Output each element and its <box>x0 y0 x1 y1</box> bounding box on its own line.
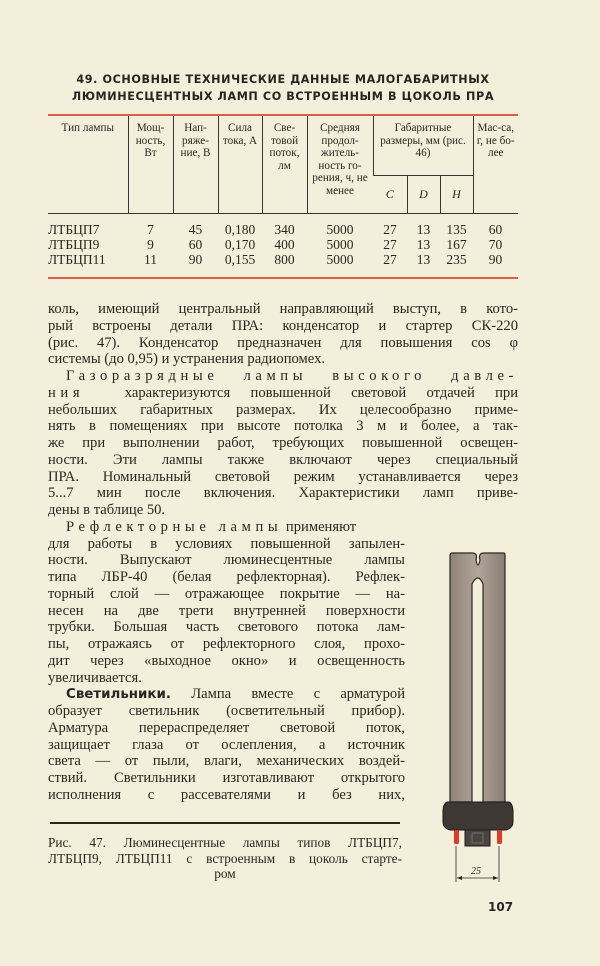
header-power: Мощ-ность, Вт <box>128 116 173 214</box>
text-line: коль, имеющий центральный направляющий выступ, в кото- <box>48 301 518 317</box>
cell-flux: 400 <box>274 237 295 252</box>
cell-mass: 60 <box>488 222 503 237</box>
bold-term: Светильники. <box>66 687 171 703</box>
header-type: Тип лампы <box>61 122 114 134</box>
cell-mass: 70 <box>488 237 503 252</box>
text-line: торный слой — отражающее покрытие — на- <box>48 585 405 602</box>
lamp-illustration <box>430 540 530 890</box>
cell-voltage: 45 <box>188 222 203 237</box>
cell-voltage: 90 <box>188 252 203 267</box>
table-title <box>48 71 518 105</box>
page-number: 107 <box>488 900 514 914</box>
paragraph-1 <box>48 301 518 368</box>
header-dim-h: H <box>440 176 473 214</box>
table-title-line: ЛЮМИНЕСЦЕНТНЫХ ЛАМП СО ВСТРОЕННЫМ В ЦОКОЛЬ ПРА <box>71 90 495 103</box>
table-bottom-rule <box>48 277 518 279</box>
cell-flux: 800 <box>274 252 295 267</box>
spaced-term-end: ния <box>48 384 85 401</box>
header-dimensions: Габаритные размеры, мм (рис. 46) <box>373 116 473 176</box>
spaced-term: Газоразрядные лампы высокого давле- <box>66 368 518 384</box>
cell-h: 167 <box>446 237 467 252</box>
text-line-rest: Лампа вместе с арматурой <box>191 686 406 703</box>
text-line: ствий. Светильники изготавливают открытого <box>48 770 405 786</box>
cell-type: ЛТБЦП11 <box>48 252 106 267</box>
paragraph-2 <box>48 368 518 519</box>
header-flux: Све-товой поток, лм <box>262 116 307 214</box>
text-line <box>48 519 405 536</box>
text-line: типа ЛБР-40 (белая рефлекторная). Рефлек- <box>48 569 405 585</box>
cell-c: 27 <box>383 252 397 267</box>
header-life: Средняя продол-житель-ность го-рения, ч, не менее <box>307 116 373 214</box>
text-line <box>48 385 518 402</box>
cell-power: 11 <box>144 252 157 267</box>
text-line: нять в помещениях при высоте потолка 3 м и более, а так- <box>48 418 518 435</box>
text-line: трубки. Большая часть светового потока лам- <box>48 619 405 636</box>
text-line: для работы в условиях повышенной запылен- <box>48 535 405 552</box>
header-current: Сила тока, А <box>218 116 262 214</box>
text-line: увеличивается. <box>48 669 142 686</box>
specs-table <box>48 116 518 267</box>
cell-life: 5000 <box>326 222 354 237</box>
cell-flux: 340 <box>274 222 295 237</box>
spaced-term: Рефлекторные лампы <box>66 518 283 535</box>
cell-c: 27 <box>383 237 397 252</box>
text-line: системы (до 0,95) и устранения радиопомех. <box>48 351 326 368</box>
text-line-rest: применяют <box>285 518 357 535</box>
text-line-rest: характеризуются повышенной световой отдачей при <box>124 384 519 401</box>
lamp-pin-right <box>497 830 502 844</box>
lamp-tube <box>450 553 505 802</box>
cell-power: 9 <box>147 237 154 252</box>
cell-type: ЛТБЦП7 <box>48 222 100 237</box>
cell-d: 13 <box>416 237 431 252</box>
text-line: ности. Выпускают люминесцентные лампы <box>48 552 405 569</box>
table-row <box>48 214 518 238</box>
header-dim-c: C <box>373 176 407 214</box>
lamp-stem <box>465 830 490 846</box>
text-line: Арматура перераспределяет световой поток, <box>48 719 405 736</box>
cell-h: 235 <box>446 252 467 267</box>
text-line: пы, отражаясь от рефлекторного слоя, прохо- <box>48 636 405 652</box>
text-line: 5...7 мин после включения. Характеристики ламп приве- <box>48 485 518 502</box>
header-voltage: Нап-ряже-ние, В <box>173 116 218 214</box>
table-row <box>48 237 518 252</box>
header-dim-d: D <box>407 176 440 214</box>
cell-power: 7 <box>147 222 154 237</box>
cell-d: 13 <box>416 222 431 237</box>
caption-rule <box>50 822 400 824</box>
cell-current: 0,180 <box>224 222 256 237</box>
cell-c: 27 <box>383 222 397 237</box>
lamp-base <box>443 802 513 830</box>
cell-d: 13 <box>416 252 431 267</box>
table-row <box>48 252 518 267</box>
text-line: дены в таблице 50. <box>48 502 166 518</box>
cell-current: 0,170 <box>224 237 256 252</box>
text-line: образует светильник (осветительный прибор). <box>48 703 405 719</box>
text-line <box>48 686 405 703</box>
dimension-label: 25 <box>471 866 481 877</box>
cell-voltage: 60 <box>188 237 203 252</box>
text-line: исполнения с рассевателями и без них, <box>48 786 405 803</box>
text-line: (рис. 47). Конденсатор предназначен для повышения cos φ <box>48 334 518 351</box>
cell-mass: 90 <box>488 252 503 267</box>
text-line: ности. Эти лампы также включают через специальный <box>48 451 518 468</box>
text-line: света — от пыли, влаги, механических воздей- <box>48 753 405 770</box>
caption-line: ЛТБЦП9, ЛТБЦП11 с встроенным в цоколь старте- <box>48 850 402 866</box>
text-line: ПРА. Номинальный световой режим устанавливается через <box>48 468 518 485</box>
caption-line: Рис. 47. Люминесцентные лампы типов ЛТБЦП7, <box>48 835 402 850</box>
text-line: защищает глаза от ослепления, а источник <box>48 736 405 753</box>
table-title-line: 49. ОСНОВНЫЕ ТЕХНИЧЕСКИЕ ДАННЫЕ МАЛОГАБАРИТНЫХ <box>76 73 490 86</box>
text-line: же при выполнении работ, требующих повышенной освещен- <box>48 435 518 451</box>
caption-line: ром <box>214 866 236 881</box>
text-line: дит через «выходное окно» и освещенность <box>48 652 405 669</box>
figure-caption <box>48 835 402 882</box>
cell-life: 5000 <box>326 237 354 252</box>
cell-type: ЛТБЦП9 <box>48 237 100 252</box>
text-line: рый встроены детали ПРА: конденсатор и стартер СК-220 <box>48 317 518 334</box>
cell-life: 5000 <box>326 252 354 267</box>
text-line: несен на две трети внутренней поверхности <box>48 602 405 619</box>
cell-current: 0,155 <box>224 252 256 267</box>
cell-h: 135 <box>446 222 467 237</box>
text-line: небольших габаритных размерах. Их целесообразно приме- <box>48 401 518 418</box>
lamp-pin-left <box>454 830 459 844</box>
header-mass: Мас-са, г, не бо-лее <box>473 116 518 214</box>
